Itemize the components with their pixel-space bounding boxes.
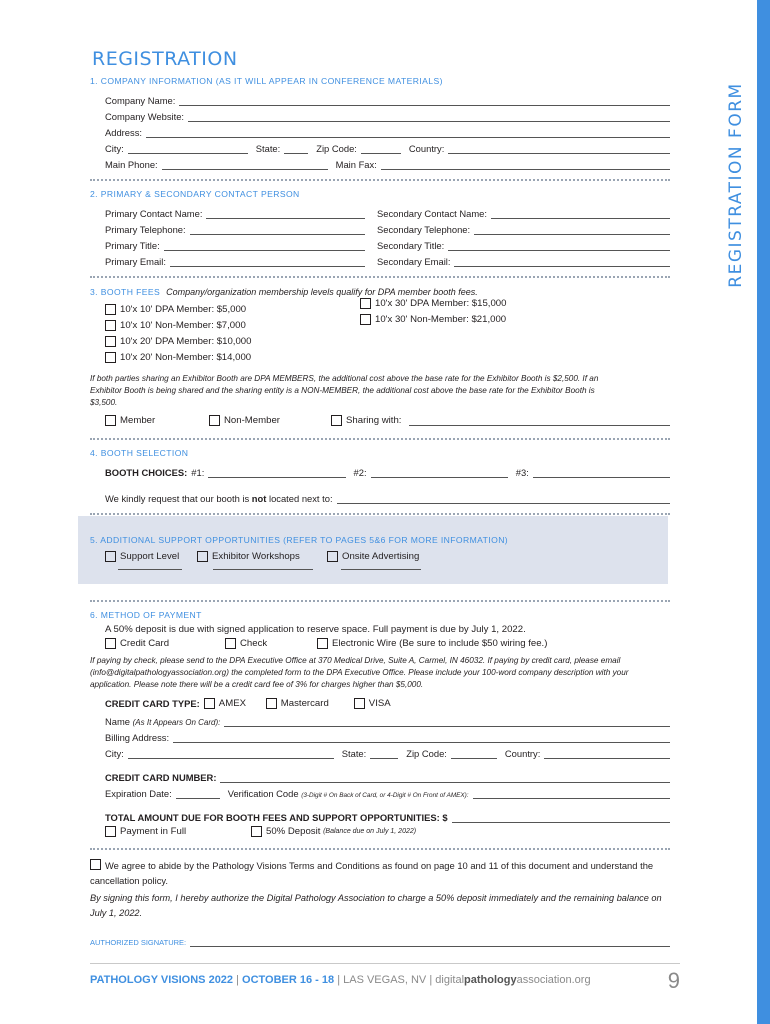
footer — [90, 963, 680, 994]
checkbox[interactable] — [209, 415, 220, 426]
section6-heading: 6. METHOD OF PAYMENT — [90, 610, 202, 620]
choice3-label: #3: — [515, 467, 529, 478]
cc-name-field[interactable] — [224, 716, 670, 727]
city-field[interactable] — [128, 143, 248, 154]
checkbox[interactable] — [105, 320, 116, 331]
checkbox[interactable] — [317, 638, 328, 649]
primary-phone-field[interactable] — [190, 224, 365, 235]
billing-field[interactable] — [173, 732, 670, 743]
onsite-field[interactable] — [341, 569, 421, 570]
billing-state-label: State: — [341, 748, 367, 759]
verification-field[interactable] — [473, 788, 670, 799]
authorization-text: By signing this form, I hereby authorize the Digital Pathology Association to charge a 50% deposit immediately and the remaining balance on July 1, 2022. — [90, 893, 662, 918]
primary-email-field[interactable] — [170, 256, 365, 267]
checkbox[interactable] — [266, 698, 277, 709]
expiration-field[interactable] — [176, 788, 220, 799]
primary-name-field[interactable] — [206, 208, 365, 219]
secondary-title-label: Secondary Title: — [377, 240, 445, 251]
divider — [90, 848, 670, 850]
main-fax-field[interactable] — [381, 159, 670, 170]
primary-title-label: Primary Title: — [105, 240, 160, 251]
footer-location: LAS VEGAS, NV — [343, 974, 427, 986]
section2-heading: 2. PRIMARY & SECONDARY CONTACT PERSON — [90, 189, 300, 199]
choice1-label: #1: — [191, 467, 205, 478]
page-number: 9 — [667, 968, 680, 993]
checkbox[interactable] — [105, 352, 116, 363]
deposit50-option[interactable]: 50% Deposit (Balance due on July 1, 2022) — [251, 823, 416, 839]
secondary-phone-field[interactable] — [474, 224, 670, 235]
state-label: State: — [255, 143, 281, 154]
divider — [90, 513, 670, 515]
secondary-name-field[interactable] — [491, 208, 670, 219]
check-option[interactable]: Check — [225, 635, 317, 651]
footer-dates: OCTOBER 16 - 18 — [242, 974, 335, 986]
checkbox[interactable] — [90, 859, 101, 870]
checkbox[interactable] — [225, 638, 236, 649]
side-accent-strip — [757, 0, 770, 1024]
sharing-with-option[interactable]: Sharing with: — [331, 412, 401, 428]
onsite-advertising-option[interactable]: Onsite Advertising — [327, 548, 419, 564]
billing-label: Billing Address: — [105, 732, 170, 743]
support-level-option[interactable]: Support Level — [105, 548, 197, 564]
cc-type-label: CREDIT CARD TYPE: — [105, 697, 200, 709]
exhibitor-workshops-option[interactable]: Exhibitor Workshops — [197, 548, 327, 564]
checkbox[interactable] — [105, 336, 116, 347]
section-support-opportunities — [90, 523, 670, 591]
divider — [90, 276, 670, 278]
checkbox[interactable] — [105, 826, 116, 837]
choice3-field[interactable] — [533, 467, 670, 478]
booth-request-label: We kindly request that our booth is not located next to: — [105, 493, 333, 504]
zip-field[interactable] — [361, 143, 401, 154]
workshops-field[interactable] — [213, 569, 313, 570]
country-label: Country: — [408, 143, 445, 154]
amex-option[interactable]: AMEX — [204, 695, 266, 711]
terms-agreement[interactable]: We agree to abide by the Pathology Visions Terms and Conditions as found on page 10 and 11 of this document and understand the cancellation policy. — [90, 860, 654, 886]
visa-option[interactable]: VISA — [354, 695, 391, 711]
booth-option-10x30-member[interactable]: 10'x 30' DPA Member: $15,000 — [360, 295, 506, 311]
credit-card-option[interactable]: Credit Card — [105, 635, 225, 651]
registration-form — [90, 48, 670, 947]
city-label: City: — [105, 143, 124, 154]
verification-label: Verification Code (3-Digit # On Back of Card, or 4-Digit # On Front of AMEX): — [227, 788, 469, 799]
checkbox[interactable] — [105, 415, 116, 426]
page-title: REGISTRATION — [92, 48, 238, 70]
signature-field[interactable] — [190, 936, 670, 947]
footer-text: PATHOLOGY VISIONS 2022 | OCTOBER 16 - 18 | LAS VEGAS, NV | digitalpathologyassociation.org — [90, 974, 591, 986]
main-phone-field[interactable] — [162, 159, 328, 170]
secondary-title-field[interactable] — [448, 240, 670, 251]
booth-option-10x10-nonmember[interactable]: 10'x 10' Non-Member: $7,000 — [105, 317, 360, 333]
secondary-email-label: Secondary Email: — [377, 256, 451, 267]
company-website-label: Company Website: — [105, 111, 185, 122]
checkbox[interactable] — [251, 826, 262, 837]
expiration-label: Expiration Date: — [105, 788, 172, 799]
secondary-phone-label: Secondary Telephone: — [377, 224, 471, 235]
agreement-section — [90, 858, 670, 947]
choice2-field[interactable] — [371, 467, 508, 478]
wire-option[interactable]: Electronic Wire (Be sure to include $50 wiring fee.) — [317, 635, 547, 651]
checkbox[interactable] — [197, 551, 208, 562]
divider — [90, 600, 670, 602]
section3-heading: 3. BOOTH FEES — [90, 287, 161, 297]
checkbox[interactable] — [327, 551, 338, 562]
section1-heading: 1. COMPANY INFORMATION (AS IT WILL APPEAR IN CONFERENCE MATERIALS) — [90, 76, 443, 86]
footer-event: PATHOLOGY VISIONS 2022 — [90, 974, 234, 986]
checkbox[interactable] — [331, 415, 342, 426]
billing-country-field[interactable] — [544, 748, 670, 759]
cc-number-label: CREDIT CARD NUMBER: — [105, 772, 217, 783]
checkbox[interactable] — [105, 304, 116, 315]
zip-label: Zip Code: — [316, 143, 357, 154]
billing-zip-field[interactable] — [451, 748, 497, 759]
primary-title-field[interactable] — [164, 240, 365, 251]
booth-choices-label: BOOTH CHOICES: — [105, 467, 188, 478]
booth-sharing-note: If both parties sharing an Exhibitor Booth are DPA MEMBERS, the additional cost above the base rate for the Exhibitor Booth is $2,500. If an Exhibitor Booth is being shared and the sharing entity is a NON-MEMBER, the additional cost above the base rate for the Exhibitor Booth is $3,500. — [90, 374, 599, 407]
footer-url: digitalpathologyassociation.org — [435, 974, 591, 986]
checkbox[interactable] — [204, 698, 215, 709]
section-payment — [90, 610, 670, 839]
choice2-label: #2: — [353, 467, 367, 478]
booth-fees-subheading: Company/organization membership levels qualify for DPA member booth fees. — [166, 287, 478, 297]
side-title: REGISTRATION FORM — [726, 82, 746, 288]
cc-number-field[interactable] — [220, 772, 670, 783]
company-name-field[interactable] — [179, 95, 670, 106]
billing-city-label: City: — [105, 748, 124, 759]
booth-option-10x20-member[interactable]: 10'x 20' DPA Member: $10,000 — [105, 333, 360, 349]
checkbox[interactable] — [360, 298, 371, 309]
total-label: TOTAL AMOUNT DUE FOR BOOTH FEES AND SUPPORT OPPORTUNITIES: $ — [105, 812, 448, 823]
address-label: Address: — [105, 127, 142, 138]
company-name-label: Company Name: — [105, 95, 176, 106]
divider — [90, 179, 670, 181]
section4-heading: 4. BOOTH SELECTION — [90, 448, 189, 458]
checkbox[interactable] — [354, 698, 365, 709]
mastercard-option[interactable]: Mastercard — [266, 695, 354, 711]
section-contact-person — [90, 189, 670, 267]
billing-city-field[interactable] — [128, 748, 334, 759]
booth-option-10x30-nonmember[interactable]: 10'x 30' Non-Member: $21,000 — [360, 311, 506, 327]
booth-option-10x20-nonmember[interactable]: 10'x 20' Non-Member: $14,000 — [105, 349, 360, 365]
primary-name-label: Primary Contact Name: — [105, 208, 203, 219]
sharing-with-field[interactable] — [409, 415, 670, 426]
cc-name-label: Name (As It Appears On Card): — [105, 716, 221, 727]
sharing-non-member-option[interactable]: Non-Member — [209, 412, 331, 428]
payment-note: If paying by check, please send to the DPA Executive Office at 370 Medical Drive, Suite A, Carmel, IN 46032. If paying by credit card, please email (info@digitalpathologyassociation.org) the completed form to the DPA Executive Office. Please include your 100-word company description with your application. Please note there will be a credit card fee of 3% for charges higher than $5,000. — [90, 656, 629, 689]
secondary-name-label: Secondary Contact Name: — [377, 208, 487, 219]
section-company-info — [90, 76, 670, 170]
main-fax-label: Main Fax: — [335, 159, 377, 170]
main-phone-label: Main Phone: — [105, 159, 158, 170]
signature-label: AUTHORIZED SIGNATURE: — [90, 938, 187, 947]
billing-country-label: Country: — [504, 748, 541, 759]
address-field[interactable] — [146, 127, 670, 138]
billing-zip-label: Zip Code: — [406, 748, 447, 759]
payment-full-option[interactable]: Payment in Full — [105, 823, 251, 839]
section-booth-fees — [90, 286, 670, 429]
company-website-field[interactable] — [188, 111, 670, 122]
checkbox[interactable] — [360, 314, 371, 325]
booth-option-10x10-member[interactable]: 10'x 10' DPA Member: $5,000 — [105, 301, 360, 317]
choice1-field[interactable] — [208, 467, 345, 478]
primary-phone-label: Primary Telephone: — [105, 224, 186, 235]
country-field[interactable] — [448, 143, 670, 154]
section5-heading: 5. ADDITIONAL SUPPORT OPPORTUNITIES (REFER TO PAGES 5&6 FOR MORE INFORMATION) — [90, 535, 509, 545]
primary-email-label: Primary Email: — [105, 256, 166, 267]
support-level-field[interactable] — [118, 569, 182, 570]
total-field[interactable] — [452, 812, 670, 823]
deposit-text: A 50% deposit is due with signed application to reserve space. Full payment is due by July 1, 2022. — [105, 624, 526, 635]
divider — [90, 438, 670, 440]
checkbox[interactable] — [105, 551, 116, 562]
sharing-member-option[interactable]: Member — [105, 412, 209, 428]
state-field[interactable] — [284, 143, 308, 154]
checkbox[interactable] — [105, 638, 116, 649]
billing-state-field[interactable] — [370, 748, 398, 759]
section-booth-selection — [90, 448, 670, 504]
secondary-email-field[interactable] — [454, 256, 670, 267]
booth-request-field[interactable] — [337, 493, 670, 504]
